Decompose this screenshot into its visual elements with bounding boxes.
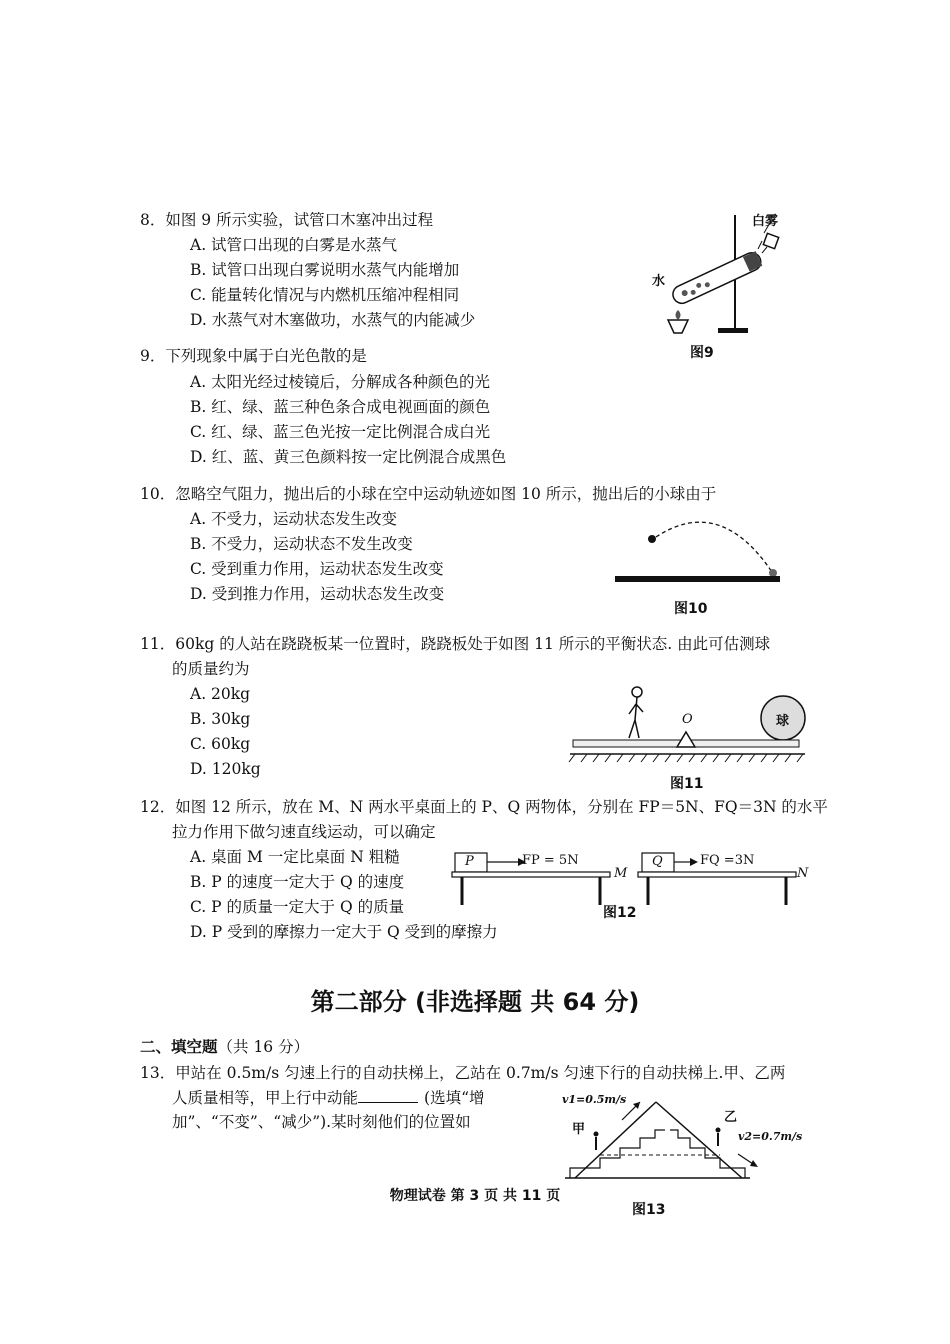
fig12-label-q: Q	[652, 854, 663, 869]
fig13-caption: 图13	[632, 1202, 666, 1218]
fig11-caption: 图11	[670, 776, 704, 792]
q11-stem-line2: 的质量约为	[172, 660, 250, 678]
figure-10	[610, 510, 785, 590]
fig12-label-m: M	[614, 866, 628, 881]
q13-line2-text: 人质量相等，甲上行中动能	[172, 1089, 359, 1107]
page-footer: 物理试卷 第 3 页 共 11 页	[389, 1188, 561, 1204]
q10-option-a: A. 不受力，运动状态发生改变	[190, 510, 398, 528]
fig9-caption: 图9	[690, 345, 714, 361]
q10-stem: 10．忽略空气阻力，抛出后的小球在空中运动轨迹如图 10 所示，抛出后的小球由于	[140, 485, 717, 503]
fig12-force-q: FQ =3N	[700, 853, 755, 868]
q12-option-a: A. 桌面 M 一定比桌面 N 粗糙	[190, 848, 400, 866]
q12-option-c: C. P 的质量一定大于 Q 的质量	[190, 898, 405, 916]
fig12-force-p: FP = 5N	[522, 853, 579, 868]
q11-stem-line1: 11．60kg 的人站在跷跷板某一位置时，跷跷板处于如图 11 所示的平衡状态. 由此可估测球	[140, 635, 771, 653]
fig10-caption: 图10	[674, 601, 708, 617]
fig12-label-n: N	[797, 866, 809, 881]
fig11-ball-label: 球	[776, 714, 790, 729]
q9-option-d: D. 红、蓝、黄三色颜料按一定比例混合成黑色	[190, 448, 507, 466]
q12-stem-line1: 12．如图 12 所示，放在 M、N 两水平桌面上的 P、Q 两物体，分别在 FP＝5N、FQ＝3N 的水平	[140, 798, 828, 816]
q9-option-b: B. 红、绿、蓝三种色条合成电视画面的颜色	[190, 398, 491, 416]
q10-option-b: B. 不受力，运动状态不发生改变	[190, 535, 413, 553]
q12-option-b: B. P 的速度一定大于 Q 的速度	[190, 873, 405, 891]
q11-option-d: D. 120kg	[190, 760, 261, 778]
q13-line2	[172, 1088, 485, 1108]
q8-stem: 8．如图 9 所示实验，试管口木塞冲出过程	[140, 211, 434, 229]
fig12-label-p: P	[465, 854, 474, 869]
fig11-pivot-label: O	[682, 712, 693, 727]
q12-stem-line2: 拉力作用下做匀速直线运动，可以确定	[172, 823, 436, 841]
q9-stem: 9．下列现象中属于白光色散的是	[140, 347, 367, 365]
q10-option-d: D. 受到推力作用，运动状态发生改变	[190, 585, 445, 603]
q13-line3: 加”、“不变”、“减少”).某时刻他们的位置如	[172, 1113, 471, 1131]
figure-12	[450, 850, 810, 910]
q10-option-c: C. 受到重力作用，运动状态发生改变	[190, 560, 444, 578]
q12-option-d: D. P 受到的摩擦力一定大于 Q 受到的摩擦力	[190, 923, 498, 941]
q8-option-b: B. 试管口出现白雾说明水蒸气内能增加	[190, 261, 460, 279]
q11-option-b: B. 30kg	[190, 710, 251, 728]
q13-line1: 13．甲站在 0.5m/s 匀速上行的自动扶梯上，乙站在 0.7m/s 匀速下行的自动扶梯上.甲、乙两	[140, 1064, 786, 1082]
fig9-label-mist: 白雾	[752, 214, 779, 229]
fill-heading-line	[140, 1037, 309, 1057]
fig13-v2: v2=0.7m/s	[738, 1130, 803, 1143]
fig12-caption: 图12	[603, 905, 637, 921]
fill-points: （共 16 分）	[217, 1038, 310, 1056]
fill-heading: 二、填空题	[140, 1038, 218, 1056]
q9-option-a: A. 太阳光经过棱镜后，分解成各种颜色的光	[190, 373, 491, 391]
q8-option-d: D. 水蒸气对木塞做功，水蒸气的内能减少	[190, 311, 476, 329]
q9-option-c: C. 红、绿、蓝三色光按一定比例混合成白光	[190, 423, 491, 441]
fig13-label-jia: 甲	[572, 1122, 586, 1137]
section-title: 第二部分 (非选择题 共 64 分)	[310, 988, 640, 1016]
q13-line2-choice: (选填“增	[424, 1089, 485, 1107]
q13-answer-blank[interactable]	[358, 1088, 418, 1103]
q8-option-c: C. 能量转化情况与内燃机压缩冲程相同	[190, 286, 460, 304]
fig9-label-water: 水	[652, 274, 666, 289]
q11-option-c: C. 60kg	[190, 735, 251, 753]
q11-option-a: A. 20kg	[190, 685, 251, 703]
fig13-label-yi: 乙	[724, 1110, 738, 1125]
q8-option-a: A. 试管口出现的白雾是水蒸气	[190, 236, 398, 254]
fig13-v1: v1=0.5m/s	[562, 1093, 627, 1106]
